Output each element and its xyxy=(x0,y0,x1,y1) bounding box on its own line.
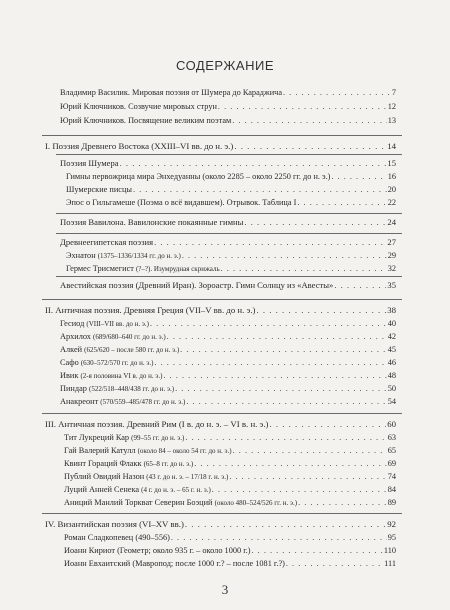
section-divider xyxy=(42,513,402,514)
toc-section-2: II. Античная поэзия. Древняя Греция (VII–V вв. до н. э.) . . . 38 xyxy=(45,305,396,316)
toc-entry-intro-3: Юрий Ключников. Посвящение великим поэтам . . . 13 xyxy=(60,115,396,126)
toc-subsection-egypt: Древнеегипетская поэзия . . . 27 xyxy=(60,237,396,248)
toc-entry: Иоанн Кириот (Геометр; около 935 г. – около 1000 г.) . . . 110 xyxy=(64,545,396,556)
toc-subsection-babylon: Поэзия Вавилона. Вавилонские покаянные гимны . . . 24 xyxy=(60,217,396,228)
toc-entry: Эпос о Гильгамеше (Поэма о всё видавшем). Отрывок. Таблица I . . . 22 xyxy=(66,197,396,208)
toc-section-1: I. Поэзия Древнего Востока (XXIII–VI вв. до н. э.) . . . 14 xyxy=(45,141,396,152)
toc-entry: Тит Лукреций Кар (99–55 гг. до н. э.) . . . 63 xyxy=(64,432,396,444)
toc-entry: Пиндар (522/518–448/438 гг. до н. э.) . . . 50 xyxy=(60,383,396,395)
toc-entry: Сафо (630–572/570 гг. до н. э.) . . . 46 xyxy=(60,357,396,369)
toc-entry: Шумерские писцы . . . 20 xyxy=(66,184,396,195)
toc-entry: Луций Анней Сенека (4 г. до н. э. – 65 г. н. э.) . . . 84 xyxy=(64,484,396,496)
subsection-divider xyxy=(56,233,402,234)
subsection-divider xyxy=(56,276,402,277)
toc-entry: Гимны первожрица мира Энхедуанны (около 2285 – около 2250 гг. до н. э.) . . . 16 xyxy=(66,171,396,182)
toc-subsection-iran: Авестийская поэзия (Древний Иран). Зороастр. Гимн Солнцу из «Авесты» . . . 35 xyxy=(60,280,396,291)
toc-entry: Иоанн Евхаитский (Мавропод; после 1000 г.? – после 1081 г.?) . . . 111 xyxy=(64,558,396,569)
subsection-divider xyxy=(56,213,402,214)
toc-entry: Анакреонт (570/559–485/478 гг. до н. э.) . . . 54 xyxy=(60,396,396,408)
toc-entry: Гай Валерий Катулл (около 84 – около 54 гг. до н. э.) . . . 65 xyxy=(64,445,396,457)
toc-section-3: III. Античная поэзия. Древний Рим (I в. до н. э. – VI в. н. э.) . . . 60 xyxy=(45,419,396,430)
toc-section-4: IV. Византийская поэзия (VI–XV вв.) . . . 92 xyxy=(45,519,396,530)
toc-entry: Гесиод (VIII–VII вв. до н. э.) . . . 40 xyxy=(60,318,396,330)
section-divider xyxy=(42,135,402,136)
page-number: 3 xyxy=(221,582,229,597)
section-divider xyxy=(42,413,402,414)
toc-entry-intro-2: Юрий Ключников. Созвучие мировых струн . . . 12 xyxy=(60,101,396,112)
toc-entry: Аниций Манлий Торкват Северин Боэций (около 480–524/526 гг. н. э.) . . . 89 xyxy=(64,497,396,509)
toc-entry: Архилох (689/680–640 гг. до н. э.) . . . 42 xyxy=(60,331,396,343)
toc-entry: Гермес Трисмегист (?–?). Изумрудная скрижаль . . . 32 xyxy=(66,263,396,275)
toc-entry: Квинт Гораций Флакк (65–8 гг. до н. э.) . . . 69 xyxy=(64,458,396,470)
page-title: СОДЕРЖАНИЕ xyxy=(175,58,274,73)
toc-entry: Ивик (2-я половина VI в. до н. э.) . . . 48 xyxy=(60,370,396,382)
toc-subsection-sumer: Поэзия Шумера . . . 15 xyxy=(60,158,396,169)
subsection-divider xyxy=(56,154,402,155)
toc-entry: Алкей (625/620 – после 580 гг. до н. э.) . . . 45 xyxy=(60,344,396,356)
toc-entry-intro-1: Владимир Василик. Мировая поэзия от Шумера до Караджича . . . 7 xyxy=(60,87,396,98)
toc-entry: Публий Овидий Назон (43 г. до н. э. – 17/18 г. н. э.) . . . 74 xyxy=(64,471,396,483)
toc-entry: Роман Сладкопевец (490–556) . . . 95 xyxy=(64,532,396,543)
toc-entry: Эхнатон (1375–1336/1334 гг. до н. э.) . . . 29 xyxy=(66,250,396,262)
section-divider xyxy=(42,299,402,300)
